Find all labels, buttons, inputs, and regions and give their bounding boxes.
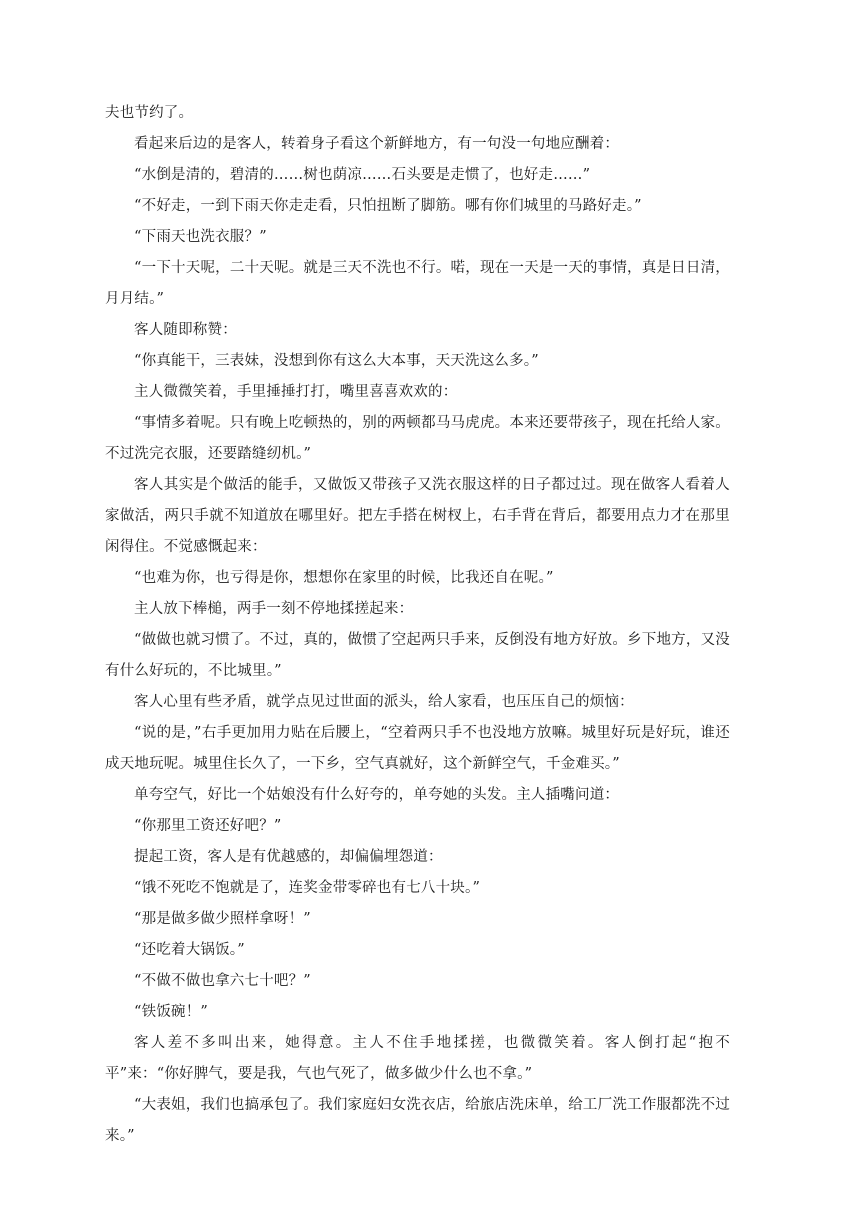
paragraph: “做做也就习惯了。不过，真的，做惯了空起两只手来，反倒没有地方好放。乡下地方，又没有什么好玩的，不比城里。” xyxy=(105,632,730,679)
paragraph: “也难为你，也亏得是你，想想你在家里的时候，比我还自在呢。” xyxy=(134,570,554,586)
paragraph: “水倒是清的，碧清的……树也荫凉……石头要是走惯了，也好走……” xyxy=(134,167,591,183)
paragraph: “还吃着大锅饭。” xyxy=(134,942,245,958)
paragraph: “你真能干，三表妹，没想到你有这么大本事，天天洗这么多。” xyxy=(134,353,539,369)
paragraph: 客人随即称赞： xyxy=(134,322,237,338)
paragraph: “事情多着呢。只有晚上吃顿热的，别的两顿都马马虎虎。本来还要带孩子，现在托给人家。不过洗完衣服，还要踏缝纫机。” xyxy=(105,415,730,462)
story-text xyxy=(105,98,730,1152)
paragraph: “下雨天也洗衣服？” xyxy=(134,229,267,245)
paragraph: “铁饭碗！” xyxy=(134,1004,209,1020)
paragraph: 主人放下棒槌，两手一刻不停地揉搓起来： xyxy=(134,601,414,617)
paragraph: “说的是，”右手更加用力贴在后腰上，“空着两只手不也没地方放嘛。城里好玩是好玩，谁还成天地玩呢。城里住长久了，一下乡，空气真就好，这个新鲜空气，千金难买。” xyxy=(105,725,730,772)
paragraph: 提起工资，客人是有优越感的，却偏偏埋怨道： xyxy=(134,849,443,865)
paragraph: 主人微微笑着，手里捶捶打打，嘴里喜喜欢欢的： xyxy=(134,384,458,400)
paragraph: 客人其实是个做活的能手，又做饭又带孩子又洗衣服这样的日子都过过。现在做客人看着人家做活，两只手就不知道放在哪里好。把左手搭在树杈上，右手背在背后，都要用点力才在那里闲得住。不觉感慨起来： xyxy=(105,477,730,555)
paragraph: “不好走，一到下雨天你走走看，只怕扭断了脚筋。哪有你们城里的马路好走。” xyxy=(134,198,642,214)
paragraph: 客人心里有些矛盾，就学点见过世面的派头，给人家看，也压压自己的烦恼： xyxy=(134,694,634,710)
paragraph: 单夸空气，好比一个姑娘没有什么好夸的，单夸她的头发。主人插嘴问道： xyxy=(134,787,620,803)
paragraph: 客人差不多叫出来，她得意。主人不住手地揉搓，也微微笑着。客人倒打起“抱不平”来：“你好脾气，要是我，气也气死了，做多做少什么也不拿。” xyxy=(105,1035,730,1082)
paragraph: “那是做多做少照样拿呀！” xyxy=(134,911,311,927)
paragraph: “不做不做也拿六七十吧？” xyxy=(134,973,311,989)
paragraph: 夫也节约了。 xyxy=(105,105,194,121)
paragraph: “饿不死吃不饱就是了，连奖金带零碎也有七八十块。” xyxy=(134,880,481,896)
paragraph: 看起来后边的是客人，转着身子看这个新鲜地方，有一句没一句地应酬着： xyxy=(134,136,620,152)
paragraph: “大表姐，我们也搞承包了。我们家庭妇女洗衣店，给旅店洗床单，给工厂洗工作服都洗不过来。” xyxy=(105,1097,730,1144)
paragraph: “你那里工资还好吧？” xyxy=(134,818,282,834)
paragraph: “一下十天呢，二十天呢。就是三天不洗也不行。喏，现在一天是一天的事情，真是日日清，月月结。” xyxy=(105,260,730,307)
